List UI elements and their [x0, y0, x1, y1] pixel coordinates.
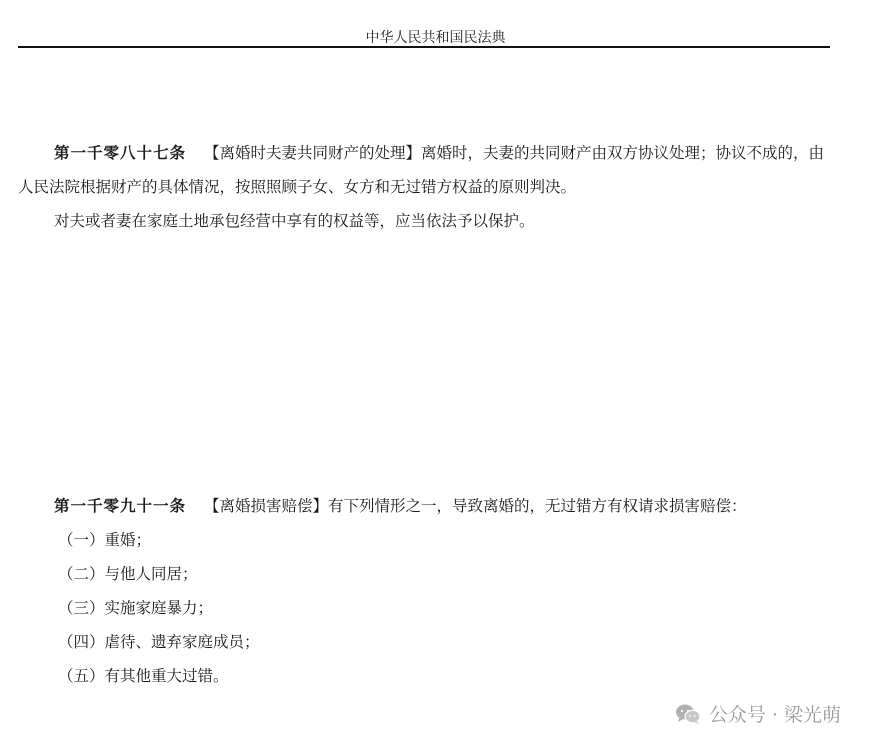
article-1087	[18, 136, 830, 238]
article-1091-heading: 【离婚损害赔偿】	[204, 497, 329, 515]
header-rule	[18, 46, 830, 48]
article-1087-number: 第一千零八十七条	[54, 143, 187, 162]
watermark	[675, 700, 841, 727]
article-1087-text-1: 离婚时，夫妻的共同财产由双方协议处理；协议不成的，由人民法院根据财产的具体情况，按照照顾子女、女方和无过错方权益的原则判决。	[18, 144, 825, 196]
article-1091	[18, 489, 830, 693]
article-1091-paragraph-1	[18, 489, 830, 523]
watermark-text: 公众号 · 梁光萌	[708, 704, 841, 726]
list-item: （四）虐待、遗弃家庭成员；	[58, 633, 260, 651]
list-item: （三）实施家庭暴力；	[58, 599, 214, 617]
wechat-icon	[675, 703, 701, 725]
page-header-title: 中华人民共和国民法典	[365, 30, 506, 46]
article-1091-intro: 有下列情形之一，导致离婚的，无过错方有权请求损害赔偿：	[328, 497, 747, 515]
article-1087-paragraph-2: 对夫或者妻在家庭土地承包经营中享有的权益等，应当依法予以保护。	[54, 212, 535, 230]
article-1091-number: 第一千零九十一条	[54, 496, 187, 515]
article-1087-paragraph-1	[18, 136, 830, 204]
list-item: （五）有其他重大过错。	[58, 667, 229, 685]
list-item: （一）重婚；	[58, 531, 152, 549]
list-item: （二）与他人同居；	[58, 565, 198, 583]
article-1087-heading: 【离婚时夫妻共同财产的处理】	[204, 144, 422, 162]
